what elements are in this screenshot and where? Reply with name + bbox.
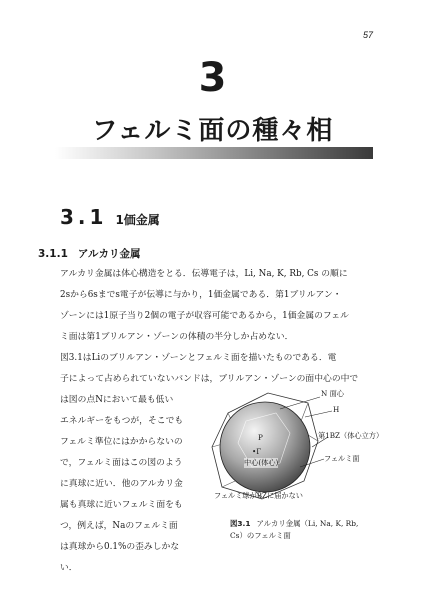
section-number: 3.1	[60, 205, 108, 229]
paragraph-line: は真球から0.1%の歪みしかな	[60, 542, 180, 552]
wrapped-paragraph	[60, 390, 205, 579]
paragraph-line: つ，例えば，Naのフェルミ面	[60, 521, 178, 531]
label-gamma: •Γ	[252, 447, 262, 456]
paragraph-line: ミ面は第1ブリルアン・ゾーンの体積の半分しか占めない．	[60, 332, 294, 342]
chapter-number: 3	[198, 55, 227, 101]
paragraph-line: アルカリ金属は体心構造をとる．伝導電子は，Li, Na, K, Rb, Cs の順に	[60, 269, 348, 279]
figure-number: 図3.1	[230, 519, 251, 528]
subsection-title: アルカリ金属	[77, 248, 141, 260]
chapter-title-rule	[55, 147, 373, 159]
paragraph-line: エネルギーをもつが，そこでも	[60, 416, 184, 426]
paragraph-line: 2sから6sまでs電子が伝導に与かり，1価金属である．第1ブリルアン・	[60, 290, 342, 300]
paragraph-line: 子によって占められていないバンドは，ブリルアン・ゾーンの面中心の中で	[60, 374, 359, 384]
label-fermi-surface: フェルミ面	[324, 454, 360, 463]
paragraph-1	[60, 264, 372, 348]
paragraph-line: 属も真球に近いフェルミ面をも	[60, 500, 183, 510]
subsection-heading	[38, 246, 141, 261]
label-h: H	[333, 405, 340, 414]
paragraph-line: に真球に近い．他のアルカリ金	[60, 479, 183, 489]
leader-line-n	[280, 397, 320, 409]
label-n: N 面心	[321, 389, 344, 398]
section-heading	[60, 205, 160, 229]
fermi-sphere	[220, 402, 310, 492]
paragraph-line: フェルミ準位にはかからないの	[60, 437, 183, 447]
leader-line-h	[305, 411, 332, 417]
section-title: 1価金属	[115, 213, 160, 227]
chapter-title: フェルミ面の種々相	[91, 116, 334, 146]
subsection-number: 3.1.1	[38, 248, 68, 260]
label-bz: 第1BZ（体心立方）	[318, 431, 384, 440]
label-p: P	[258, 433, 263, 442]
fermi-surface-figure	[200, 381, 384, 581]
figure-note: フェルミ球がBZに届かない	[214, 491, 303, 500]
paragraph-line: ゾーンには1原子当り2個の電子が収容可能であるから，1価金属のフェル	[60, 311, 349, 321]
paragraph-line: 図3.1はLiのブリルアン・ゾーンとフェルミ面を描いたものである．電	[60, 353, 337, 363]
page-number: 57	[362, 30, 373, 40]
figure-caption	[230, 518, 370, 542]
caption-text: アルカリ金属（Li, Na, K, Rb, Cs）のフェルミ面	[230, 519, 359, 540]
label-center: 中心(体心)	[244, 458, 279, 467]
paragraph-line: は図の点Nにおいて最も低い	[60, 395, 174, 405]
paragraph-line: で，フェルミ面はこの図のよう	[60, 458, 183, 468]
paragraph-line: い．	[60, 563, 78, 573]
